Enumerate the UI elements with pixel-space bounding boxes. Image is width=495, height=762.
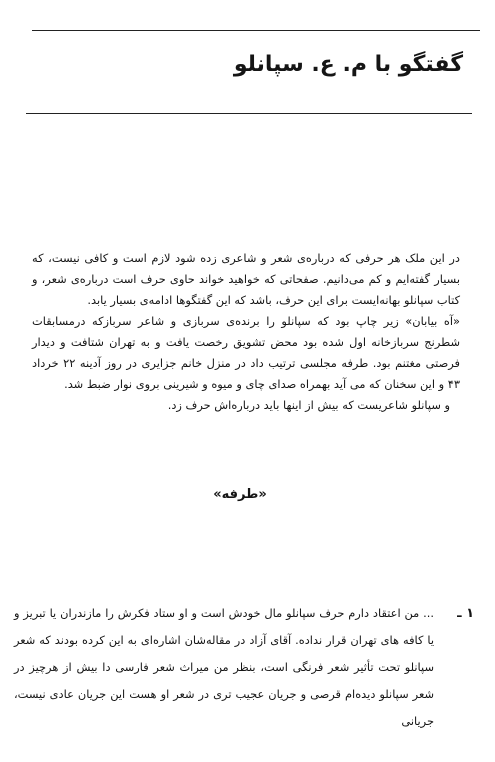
question-number: ۱ ـ (457, 606, 474, 621)
page-title: گفتگو با م. ع. سپانلو (233, 52, 463, 77)
intro-paragraph-1: در این ملک هر حرفی که درباره‌ی شعر و شاعری زده شود لازم است و کافی نیست، که بسیار گفته‌ایم و کم می‌دانیم. صفحاتی که خواهید خواند حاوی حرف است درباره‌ی شعر، و کتاب سپانلو بهانه‌ایست برای این حرف، باشد که این گفتگوها ادامه‌ی بسیار یابد. (32, 251, 460, 307)
editor-signature: «طرفه» (213, 487, 267, 502)
intro-section (32, 248, 460, 416)
answer-section (14, 600, 434, 735)
top-rule (32, 30, 480, 31)
answer-paragraph: ... من اعتقاد دارم حرف سپانلو مال خودش است و او ستاد فکرش را مازندران یا تبریز و یا کافه های تهران قرار نداده. آقای آزاد در مقاله‌شان اشاره‌ای به این کرده بودند که شعر سپانلو تحت تأثیر شعر فرنگی است، بنظر من میراث شعر فارسی دا بیش از هرچیز در شعر سپانلو دیده‌ام قرصی و جریان عجیب تری در شعر او هست این جریان عادی نیست، جریانی (14, 606, 434, 728)
intro-paragraph-2: «آه بیابان» زیر چاپ بود که سپانلو را برنده‌ی سربازی و شاعر سربازکه درمسابقات شطرنج سربازخانه اول شده بود محض تشویق رخصت یافت و به تهران شتافت و دیدار فرصتی مغتنم بود. طرفه مجلسی ترتیب داد در منزل خانم جزایری در روز آدینه ۲۲ خرداد ۴۳ و این سخنان که می آید بهمراه صدای چای و میوه و شیرینی بروی نوار ضبط شد. (32, 314, 460, 391)
title-underline-rule (26, 113, 472, 114)
intro-paragraph-3: و سپانلو شاعریست که بیش از اینها باید درباره‌اش حرف زد. (167, 398, 450, 412)
